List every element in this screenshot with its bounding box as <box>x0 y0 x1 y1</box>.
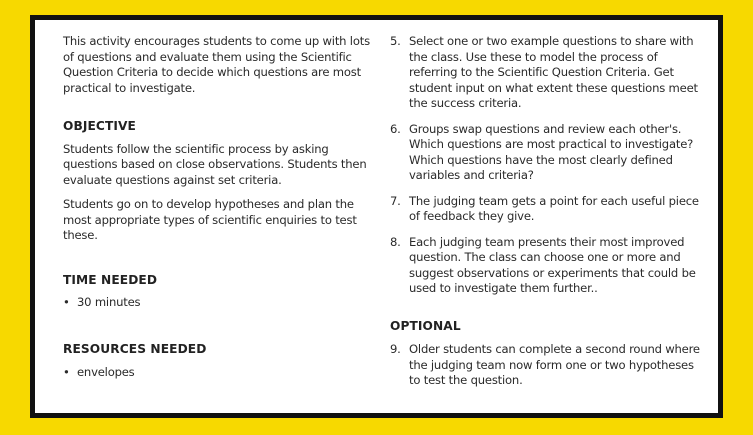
bullet-icon: • <box>63 295 70 309</box>
right-column <box>390 34 705 389</box>
intro-paragraph: This activity encourages students to come up with lots of questions and evaluate them using the Scientific Question Criteria to decide which questions are most practical to investigate. <box>63 34 370 95</box>
steps-list <box>390 34 705 297</box>
optional-heading: OPTIONAL <box>390 318 461 333</box>
step-number: 7. <box>390 193 401 208</box>
time-needed-heading: TIME NEEDED <box>63 272 158 287</box>
step-number: 8. <box>390 234 401 249</box>
resources-needed-item <box>63 365 381 381</box>
step-6 <box>390 122 705 184</box>
step-number: 5. <box>390 34 401 48</box>
document-page <box>35 20 718 413</box>
step-5 <box>390 34 705 112</box>
left-column <box>63 34 381 381</box>
step-8 <box>390 235 705 297</box>
resources-needed-text: envelopes <box>77 365 135 379</box>
step-number: 9. <box>390 342 401 356</box>
resources-needed-heading: RESOURCES NEEDED <box>63 341 207 356</box>
step-text: Older students can complete a second round where the judging team now form one or two hypotheses to test the question. <box>409 342 700 387</box>
step-9 <box>390 342 705 389</box>
step-text: Each judging team presents their most improved question. The class can choose one or more and suggest observations or experiments that could be used to investigate them further.. <box>409 234 696 295</box>
time-needed-item <box>63 295 381 311</box>
objective-paragraph-1: Students follow the scientific process by asking questions based on close observations. Students then evaluate questions against set criteria. <box>63 141 367 187</box>
page-frame <box>30 15 723 418</box>
step-text: The judging team gets a point for each useful piece of feedback they give. <box>409 193 699 223</box>
objective-heading: OBJECTIVE <box>63 119 136 133</box>
time-needed-text: 30 minutes <box>77 295 141 309</box>
step-text: Select one or two example questions to share with the class. Use these to model the process of referring to the Scientific Question Criteria. Get student input on what extent these questions meet the success criteria. <box>409 34 698 110</box>
step-number: 6. <box>390 121 401 136</box>
bullet-icon: • <box>63 365 70 379</box>
step-7 <box>390 194 705 225</box>
objective-paragraph-2: Students go on to develop hypotheses and plan the most appropriate types of scientific enquiries to test these. <box>63 197 357 242</box>
step-text: Groups swap questions and review each other's. Which questions are most practical to investigate? Which questions have the most clearly defined variables and criteria? <box>409 121 694 182</box>
